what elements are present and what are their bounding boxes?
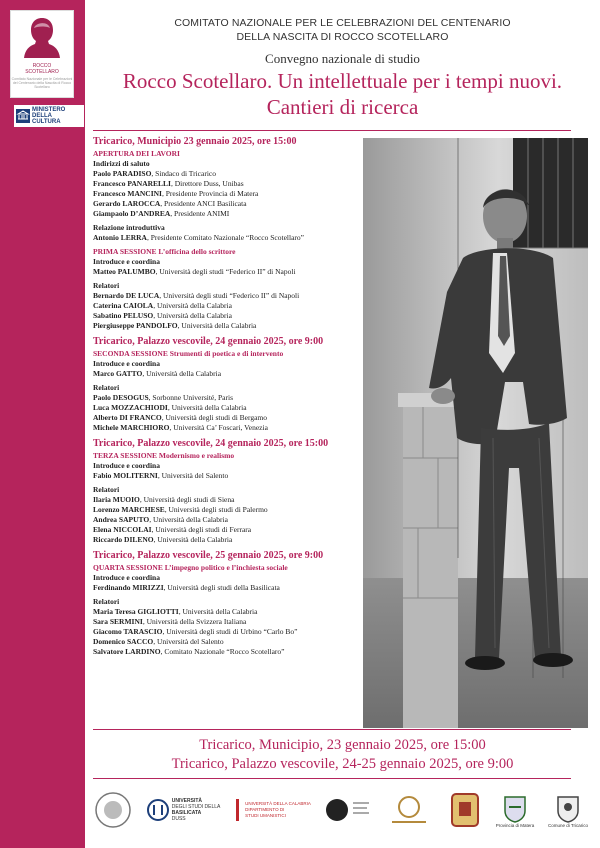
session-title: QUARTA SESSIONE L’impegno politico e l’inchiesta sociale — [93, 563, 288, 572]
intro-label: Relazione introduttiva — [93, 223, 165, 232]
list-item: Lorenzo MARCHESE, Università degli studi di Palermo — [93, 505, 268, 514]
sponsor-logo-5 — [384, 793, 434, 827]
list-item: Antonio LERRA, Presidente Comitato Nazionale “Rocco Scotellaro” — [93, 233, 304, 242]
unical-text-2: DIPARTIMENTO DI — [245, 807, 285, 812]
committee-line-1: COMITATO NAZIONALE PER LE CELEBRAZIONI DEL CENTENARIO — [174, 17, 511, 29]
circle-logo-icon — [325, 796, 371, 824]
provincia-logo — [496, 793, 535, 828]
list-item: Sabatino PELUSO, Università della Calabria — [93, 311, 232, 320]
logo-name-2: SCOTELLARO — [25, 69, 59, 75]
unical-text-3: STUDI UMANISTICI — [245, 813, 286, 818]
speakers-label: Relatori — [93, 597, 120, 606]
session-title: TERZA SESSIONE Modernismo e realismo — [93, 451, 235, 460]
sponsor-logos — [93, 785, 588, 835]
list-item: Piergiuseppe PANDOLFO, Università della Calabria — [93, 321, 257, 330]
program — [93, 136, 368, 662]
top-divider — [93, 130, 571, 131]
session-location: Tricarico, Palazzo vescovile, 24 gennaio 2025, ore 15:00 — [93, 438, 329, 449]
bottom-divider-2 — [93, 778, 571, 779]
crest-icon — [448, 792, 482, 828]
session-location: Tricarico, Palazzo vescovile, 25 gennaio 2025, ore 9:00 — [93, 550, 324, 561]
bottom-divider-1 — [93, 729, 571, 730]
chair-label: Introduce e coordina — [93, 257, 160, 266]
list-item: Fabio MOLITERNI, Università del Salento — [93, 471, 229, 480]
committee-logo — [10, 10, 74, 98]
sponsor-logo-4 — [325, 796, 371, 824]
comune-crest-icon — [555, 793, 581, 823]
logo-name-1: ROCCO — [32, 63, 52, 69]
speakers-label: Relatori — [93, 383, 120, 392]
session-title: PRIMA SESSIONE L’officina dello scrittore — [93, 247, 236, 256]
list-item: Ilaria MUOIO, Università degli studi di Siena — [93, 495, 235, 504]
comune-label: Comune di Tricarico — [547, 822, 588, 828]
list-item: Bernardo DE LUCA, Università degli studi “Federico II” di Napoli — [93, 291, 300, 300]
scotellaro-photo — [363, 138, 588, 728]
session-day-2 — [93, 336, 368, 433]
page-subtitle: Cantieri di ricerca — [266, 95, 419, 119]
photo-illustration-icon — [363, 138, 588, 728]
seal-icon — [93, 790, 133, 830]
logo-subtitle: Comitato Nazionale per le Celebrazioni del Centenario della Nascita di Rocco Scotellaro — [11, 77, 73, 89]
portrait-logo-icon — [22, 15, 62, 61]
session-location: Tricarico, Municipio 23 gennaio 2025, ore 15:00 — [93, 136, 297, 147]
sidebar-band — [0, 0, 85, 848]
event-dates — [85, 736, 600, 774]
session-location: Tricarico, Palazzo vescovile, 24 gennaio 2025, ore 9:00 — [93, 336, 324, 347]
session-day-1 — [93, 136, 368, 331]
list-item: Luca MOZZACHIODI, Università della Calabria — [93, 403, 247, 412]
date-line-1: Tricarico, Municipio, 23 gennaio 2025, ore 15:00 — [199, 737, 486, 753]
header — [85, 16, 600, 119]
unibas-emblem-icon — [147, 799, 169, 821]
chair-label: Introduce e coordina — [93, 573, 160, 582]
list-item: Giacomo TARASCIO, Università degli studi di Urbino “Carlo Bo” — [93, 627, 298, 636]
list-item: Michele MARCHIORO, Università Ca’ Foscari, Venezia — [93, 423, 268, 432]
list-item: Giampaolo D’ANDREA, Presidente ANIMI — [93, 209, 230, 218]
list-item: Paolo PARADISO, Sindaco di Tricarico — [93, 169, 216, 178]
unibas-logo — [147, 798, 221, 822]
chair-label: Introduce e coordina — [93, 359, 160, 368]
list-item: Riccardo DILENO, Università della Calabria — [93, 535, 233, 544]
unical-text-1: UNIVERSITÀ DELLA CALABRIA — [245, 801, 311, 806]
list-item: Gerardo LAROCCA, Presidente ANCI Basilicata — [93, 199, 247, 208]
list-item: Elena NICCOLAI, Università degli studi di Ferrara — [93, 525, 252, 534]
unibas-text-3: BASILICATA — [171, 810, 202, 816]
list-item: Caterina CAIOLA, Università della Calabria — [93, 301, 232, 310]
ministry-line-1: MINISTERO — [32, 107, 66, 113]
list-item: Domenico SACCO, Università del Salento — [93, 637, 224, 646]
list-item: Alberto DI FRANCO, Università degli studi di Bergamo — [93, 413, 268, 422]
list-item: Francesco MANCINI, Presidente Provincia di Matera — [93, 189, 259, 198]
list-item: Andrea SAPUTO, Università della Calabria — [93, 515, 228, 524]
speakers-label: Relatori — [93, 281, 120, 290]
ministry-logo — [14, 105, 84, 127]
provincia-label: Provincia di Matera — [495, 822, 535, 828]
unical-emblem-icon — [234, 799, 242, 821]
list-item: Ferdinando MIRIZZI, Università degli studi della Basilicata — [93, 583, 280, 592]
unical-logo — [234, 799, 311, 821]
page-title: Rocco Scotellaro. Un intellettuale per i tempi nuovi. — [122, 69, 563, 93]
committee-line-2: DELLA NASCITA DI ROCCO SCOTELLARO — [236, 31, 449, 43]
sponsor-logo-6 — [448, 792, 482, 828]
sponsor-seal-1 — [93, 790, 133, 830]
unibas-text-4: DUSS — [171, 816, 186, 822]
chair-label: Introduce e coordina — [93, 461, 160, 470]
list-item: Sara SERMINI, Università della Svizzera Italiana — [93, 617, 247, 626]
session-day-4 — [93, 550, 368, 657]
list-item: Maria Teresa GIGLIOTTI, Università della Calabria — [93, 607, 258, 616]
date-line-2: Tricarico, Palazzo vescovile, 24-25 gennaio 2025, ore 9:00 — [171, 756, 514, 772]
list-item: Paolo DESOGUS, Sorbonne Université, Paris — [93, 393, 234, 402]
list-item: Francesco PANARELLI, Direttore Duss, Unibas — [93, 179, 244, 188]
greetings-label: Indirizzi di saluto — [93, 159, 150, 168]
list-item: Salvatore LARDINO, Comitato Nazionale “Rocco Scotellaro” — [93, 647, 285, 656]
list-item: Matteo PALUMBO, Università degli studi “Federico II” di Napoli — [93, 267, 296, 276]
provincia-crest-icon — [502, 793, 528, 823]
comune-logo — [548, 793, 588, 828]
ministry-line-2: DELLA — [32, 113, 52, 119]
list-item: Marco GATTO, Università della Calabria — [93, 369, 222, 378]
speakers-label: Relatori — [93, 485, 120, 494]
opening-label: APERTURA DEI LAVORI — [93, 149, 180, 158]
ministry-emblem-icon — [16, 109, 30, 123]
ministry-line-3: CULTURA — [32, 119, 61, 125]
convegno-label: Convegno nazionale di studio — [265, 51, 420, 66]
session-day-3 — [93, 438, 368, 545]
unibas-text-2: DEGLI STUDI DELLA — [171, 804, 221, 810]
session-title: SECONDA SESSIONE Strumenti di poetica e di intervento — [93, 349, 284, 358]
gold-seal-icon — [384, 793, 434, 827]
unibas-text-1: UNIVERSITÀ — [171, 798, 202, 804]
